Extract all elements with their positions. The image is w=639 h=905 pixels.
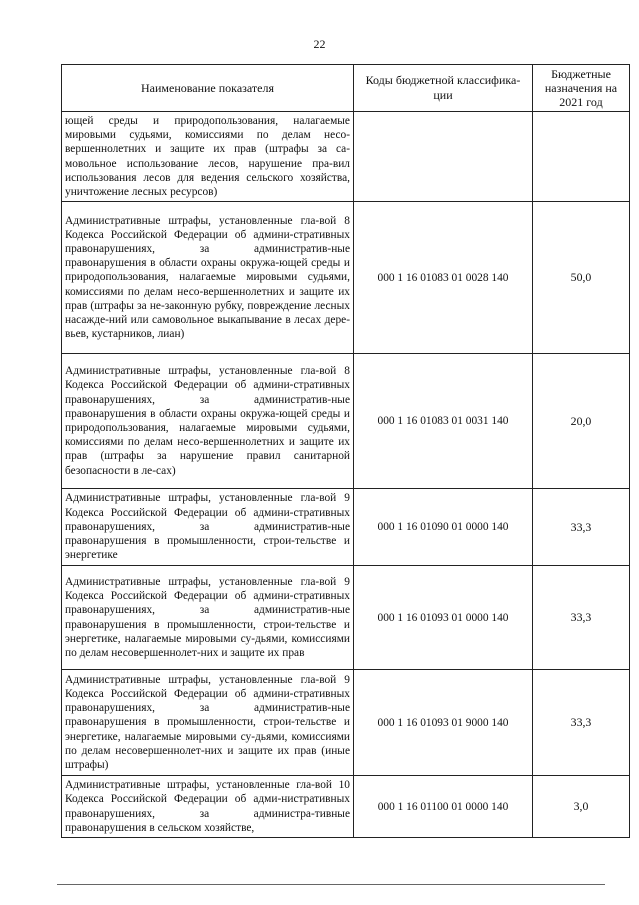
table-row — [62, 670, 630, 776]
row-name: Административные штрафы, установленные гла-вой 8 Кодекса Российской Федерации об админи-стративных правонарушениях, за административ-ные правонарушения в области охраны окружа-ющей среды и природопользования, налагаемые мировыми судьями, комиссиями по делам несо-вершеннолетних и защите их прав (штрафы за нарушение правил санитарной безопасности в ле-сах) — [62, 354, 354, 489]
table-row — [62, 354, 630, 489]
row-name: Административные штрафы, установленные гла-вой 10 Кодекса Российской Федерации об адми-нистративных правонарушениях, за администра-тивные правонарушения в сельском хозяйстве, — [62, 776, 354, 838]
page-bottom-rule — [57, 884, 605, 885]
row-code — [354, 112, 533, 202]
table-row — [62, 566, 630, 670]
table-row — [62, 202, 630, 354]
row-code: 000 1 16 01093 01 9000 140 — [354, 670, 533, 776]
row-code: 000 1 16 01083 01 0031 140 — [354, 354, 533, 489]
row-code: 000 1 16 01090 01 0000 140 — [354, 489, 533, 566]
row-amount: 20,0 — [533, 354, 630, 489]
row-code: 000 1 16 01083 01 0028 140 — [354, 202, 533, 354]
budget-table — [61, 64, 630, 838]
page-number: 22 — [313, 37, 326, 51]
row-amount: 3,0 — [533, 776, 630, 838]
row-amount: 50,0 — [533, 202, 630, 354]
row-amount: 33,3 — [533, 566, 630, 670]
row-amount: 33,3 — [533, 670, 630, 776]
row-name: Административные штрафы, установленные гла-вой 9 Кодекса Российской Федерации об админи-стративных правонарушениях, за административ-ные правонарушения в промышленности, строи-тельстве и энергетике, налагаемые мировыми су-дьями, комиссиями по делам несовершеннолет-них и защите их прав — [62, 566, 354, 670]
header-indicator-name: Наименование показателя — [62, 65, 354, 112]
header-budget-amount: Бюджетные назначения на 2021 год — [533, 65, 630, 112]
table-row — [62, 112, 630, 202]
header-budget-code: Коды бюджетной классифика-ции — [354, 65, 533, 112]
row-code: 000 1 16 01100 01 0000 140 — [354, 776, 533, 838]
table-header-row — [62, 65, 630, 112]
row-name: ющей среды и природопользования, налагаемые мировыми судьями, комиссиями по делам несо-вершеннолетних и защите их прав (штрафы за са-мовольное использование лесов, нарушение пра-вил использования лесов для ведения сельского хозяйства, уничтожение лесных ресурсов) — [62, 112, 354, 202]
row-name: Административные штрафы, установленные гла-вой 9 Кодекса Российской Федерации об админи-стративных правонарушениях, за административ-ные правонарушения в промышленности, строи-тельстве и энергетике — [62, 489, 354, 566]
table-row — [62, 776, 630, 838]
row-code: 000 1 16 01093 01 0000 140 — [354, 566, 533, 670]
row-amount — [533, 112, 630, 202]
row-name: Административные штрафы, установленные гла-вой 9 Кодекса Российской Федерации об админи-стративных правонарушениях, за административ-ные правонарушения в промышленности, строи-тельстве и энергетике, налагаемые мировыми су-дьями, комиссиями по делам несовершеннолет-них и защите их прав (иные штрафы) — [62, 670, 354, 776]
row-amount: 33,3 — [533, 489, 630, 566]
table-row — [62, 489, 630, 566]
row-name: Административные штрафы, установленные гла-вой 8 Кодекса Российской Федерации об админи-стративных правонарушениях, за административ-ные правонарушения в области охраны окружа-ющей среды и природопользования, налагаемые мировыми судьями, комиссиями по делам несо-вершеннолетних и защите их прав (штрафы за не-законную рубку, повреждение лесных насажде-ний или самовольное выкапывание в лесах дере-вьев, кустарников, лиан) — [62, 202, 354, 354]
